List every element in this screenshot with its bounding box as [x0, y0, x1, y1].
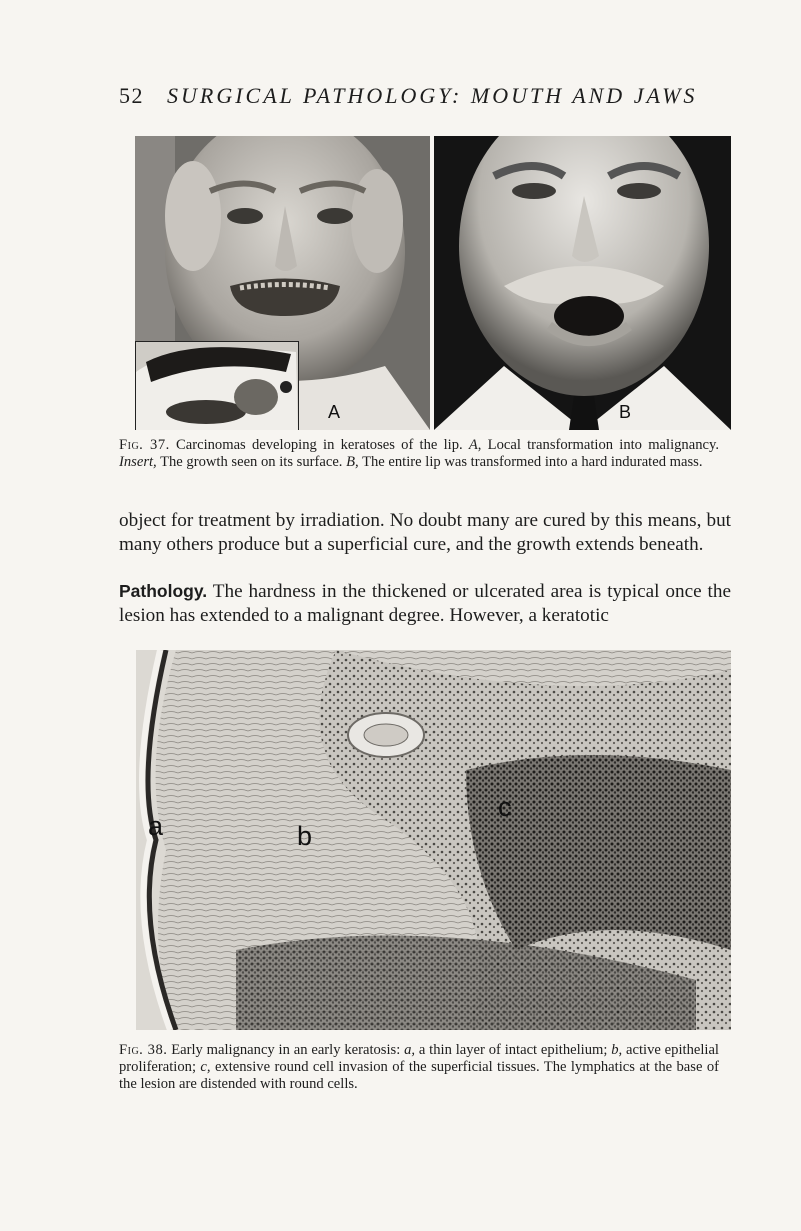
panel-label-a: A — [328, 402, 341, 422]
caption-text: Carcinomas developing in keratoses of the lip. — [169, 437, 469, 453]
caption-text: a thin layer of intact epithelium; — [415, 1042, 612, 1058]
pathology-text: The hardness in the thickened or ulcerated area is typical once the lesion has extended to a malignant degree. However, a keratotic — [119, 581, 731, 626]
figure-38-caption — [119, 1042, 719, 1093]
caption-text: The entire lip was transformed into a hard indurated mass. — [358, 454, 703, 470]
running-head — [119, 83, 719, 109]
micrograph-label-b: b — [297, 821, 313, 851]
caption-ref-a: A — [468, 437, 478, 453]
figure-37-number: Fig. 37. — [119, 437, 170, 453]
caption-text: The growth seen on its surface. — [156, 454, 347, 470]
caption-ref-b: B, — [346, 454, 359, 470]
caption-ref-insert: Insert, — [119, 454, 157, 470]
figure-37-insert — [135, 341, 299, 430]
caption-ref-b: b, — [611, 1042, 623, 1058]
micrograph-label-a: a — [148, 811, 164, 841]
figure-38-micrograph — [136, 650, 731, 1030]
page-number: 52 — [119, 83, 144, 108]
caption-text: , Local transformation into malignancy. — [477, 437, 719, 453]
caption-text: Early malignancy in an early keratosis: — [167, 1042, 405, 1058]
body-paragraph-2 — [119, 580, 731, 627]
caption-text: active epithelial proliferation; — [119, 1042, 719, 1075]
caption-ref-c: c, — [200, 1059, 211, 1075]
body-paragraph-1: object for treatment by irradiation. No doubt many are cured by this means, but many others produce but a superficial cure, and the growth extends beneath. — [119, 510, 731, 555]
figure-37-caption — [119, 437, 719, 471]
pathology-heading: Pathology. — [119, 581, 208, 601]
figure-37-plate — [135, 136, 731, 430]
figure-37-photo-a — [135, 136, 430, 430]
micrograph-label-c: c — [498, 792, 512, 822]
caption-text: extensive round cell invasion of the superficial tissues. The lymphatics at the base of the lesion are distended with round cells. — [119, 1059, 719, 1092]
panel-label-b: B — [619, 402, 632, 422]
caption-ref-a: a, — [404, 1042, 416, 1058]
figure-37-photo-b — [434, 136, 731, 430]
figure-38-number: Fig. 38. — [119, 1042, 168, 1058]
running-head-title: SURGICAL PATHOLOGY: MOUTH AND JAWS — [167, 83, 698, 108]
